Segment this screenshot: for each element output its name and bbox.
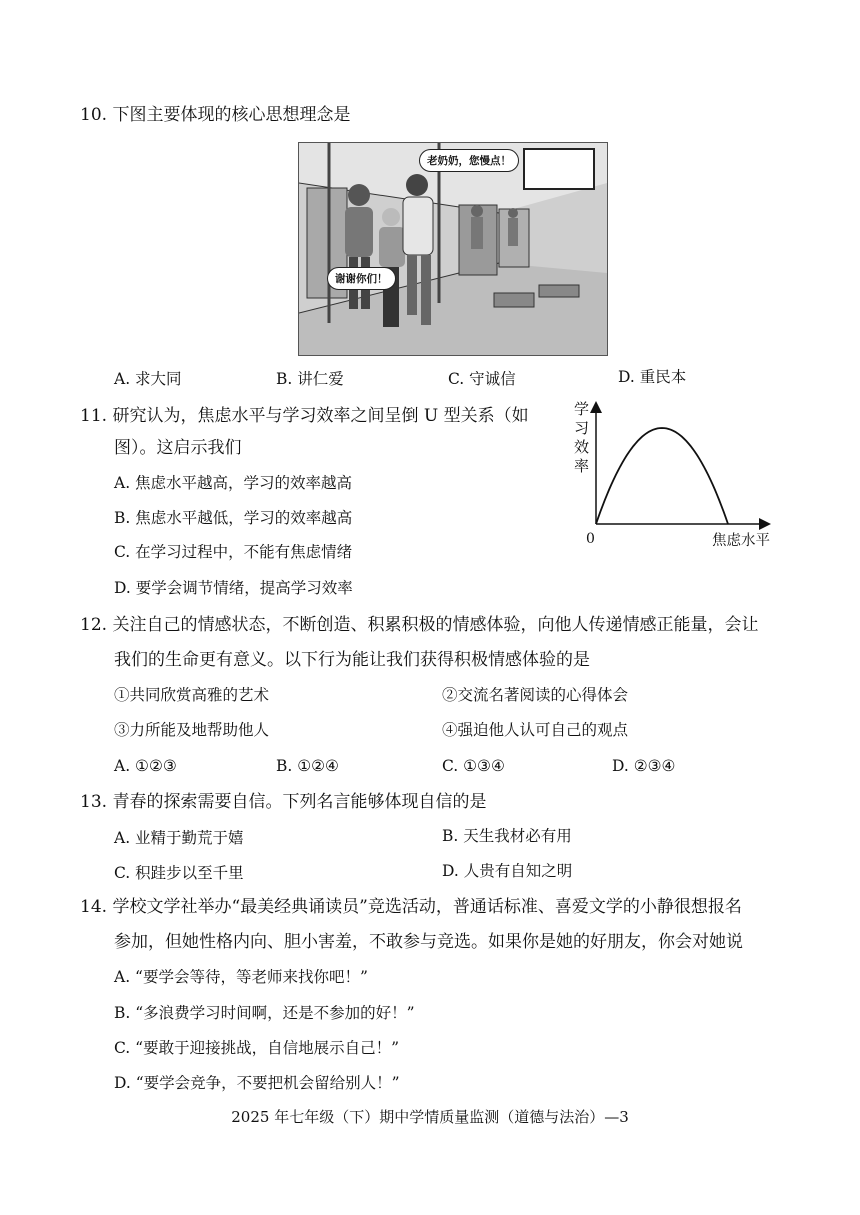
subway-scene-drawing bbox=[299, 143, 607, 355]
origin-label: 0 bbox=[586, 531, 595, 547]
q10-illustration bbox=[298, 142, 608, 356]
q10-option-d: D. 重民本 bbox=[618, 368, 687, 386]
q12-option-c: C. ①③④ bbox=[442, 757, 505, 775]
q13-option-b: B. 天生我材必有用 bbox=[442, 827, 572, 845]
q13-stem: 13. 青春的探索需要自信。下列名言能够体现自信的是 bbox=[80, 792, 487, 812]
q12-option-b: B. ①②④ bbox=[276, 757, 339, 775]
q12-option-a: A. ①②③ bbox=[114, 757, 177, 775]
q10-stem: 10. 下图主要体现的核心思想理念是 bbox=[80, 105, 351, 125]
q14-option-c: C. “要敢于迎接挑战，自信地展示自己！” bbox=[114, 1039, 400, 1057]
q11-option-c: C. 在学习过程中，不能有焦虑情绪 bbox=[114, 543, 353, 561]
q14-stem-line2: 参加，但她性格内向、胆小害羞，不敢参与竞选。如果你是她的好朋友，你会对她说 bbox=[114, 932, 743, 952]
q11-inverted-u-chart bbox=[560, 400, 790, 550]
q14-option-b: B. “多浪费学习时间啊，还是不参加的好！” bbox=[114, 1004, 415, 1022]
q14-option-d: D. “要学会竞争，不要把机会留给别人！” bbox=[114, 1074, 400, 1092]
q14-option-a: A. “要学会等待，等老师来找你吧！” bbox=[114, 968, 368, 986]
q12-item-3: ③力所能及地帮助他人 bbox=[114, 721, 270, 739]
q13-option-c: C. 积跬步以至千里 bbox=[114, 864, 244, 882]
q10-option-c: C. 守诚信 bbox=[448, 370, 516, 388]
y-axis-label: 学习效率 bbox=[574, 400, 590, 475]
q11-option-d: D. 要学会调节情绪，提高学习效率 bbox=[114, 579, 353, 597]
speech-bubble-top: 老奶奶，您慢点！ bbox=[419, 149, 519, 172]
q12-item-4: ④强迫他人认可自己的观点 bbox=[442, 721, 629, 739]
q10-option-b: B. 讲仁爱 bbox=[276, 370, 344, 388]
q11-stem-line1: 11. 研究认为，焦虑水平与学习效率之间呈倒 U 型关系（如 bbox=[80, 406, 529, 426]
inverted-u-curve bbox=[596, 428, 728, 524]
q12-item-1: ①共同欣赏高雅的艺术 bbox=[114, 686, 270, 704]
x-axis-label: 焦虑水平 bbox=[712, 533, 770, 549]
q13-option-d: D. 人贵有自知之明 bbox=[442, 862, 573, 880]
speech-bubble-left: 谢谢你们！ bbox=[327, 267, 396, 290]
q12-item-2: ②交流名著阅读的心得体会 bbox=[442, 686, 629, 704]
q13-option-a: A. 业精于勤荒于嬉 bbox=[114, 829, 244, 847]
q10-option-a: A. 求大同 bbox=[114, 370, 182, 388]
q12-option-d: D. ②③④ bbox=[612, 757, 676, 775]
q12-stem-line2: 我们的生命更有意义。以下行为能让我们获得积极情感体验的是 bbox=[114, 650, 590, 670]
q11-option-b: B. 焦虑水平越低，学习的效率越高 bbox=[114, 509, 353, 527]
page-footer: 2025 年七年级（下）期中学情质量监测（道德与法治）—3 bbox=[231, 1108, 629, 1126]
q11-stem-line2: 图）。这启示我们 bbox=[114, 438, 242, 458]
q12-stem-line1: 12. 关注自己的情感状态，不断创造、积累积极的情感体验，向他人传递情感正能量，会让 bbox=[80, 615, 759, 635]
q14-stem-line1: 14. 学校文学社举办“最美经典诵读员”竞选活动，普通话标准、喜爱文学的小静很想报名 bbox=[80, 897, 742, 917]
q11-option-a: A. 焦虑水平越高，学习的效率越高 bbox=[114, 474, 353, 492]
